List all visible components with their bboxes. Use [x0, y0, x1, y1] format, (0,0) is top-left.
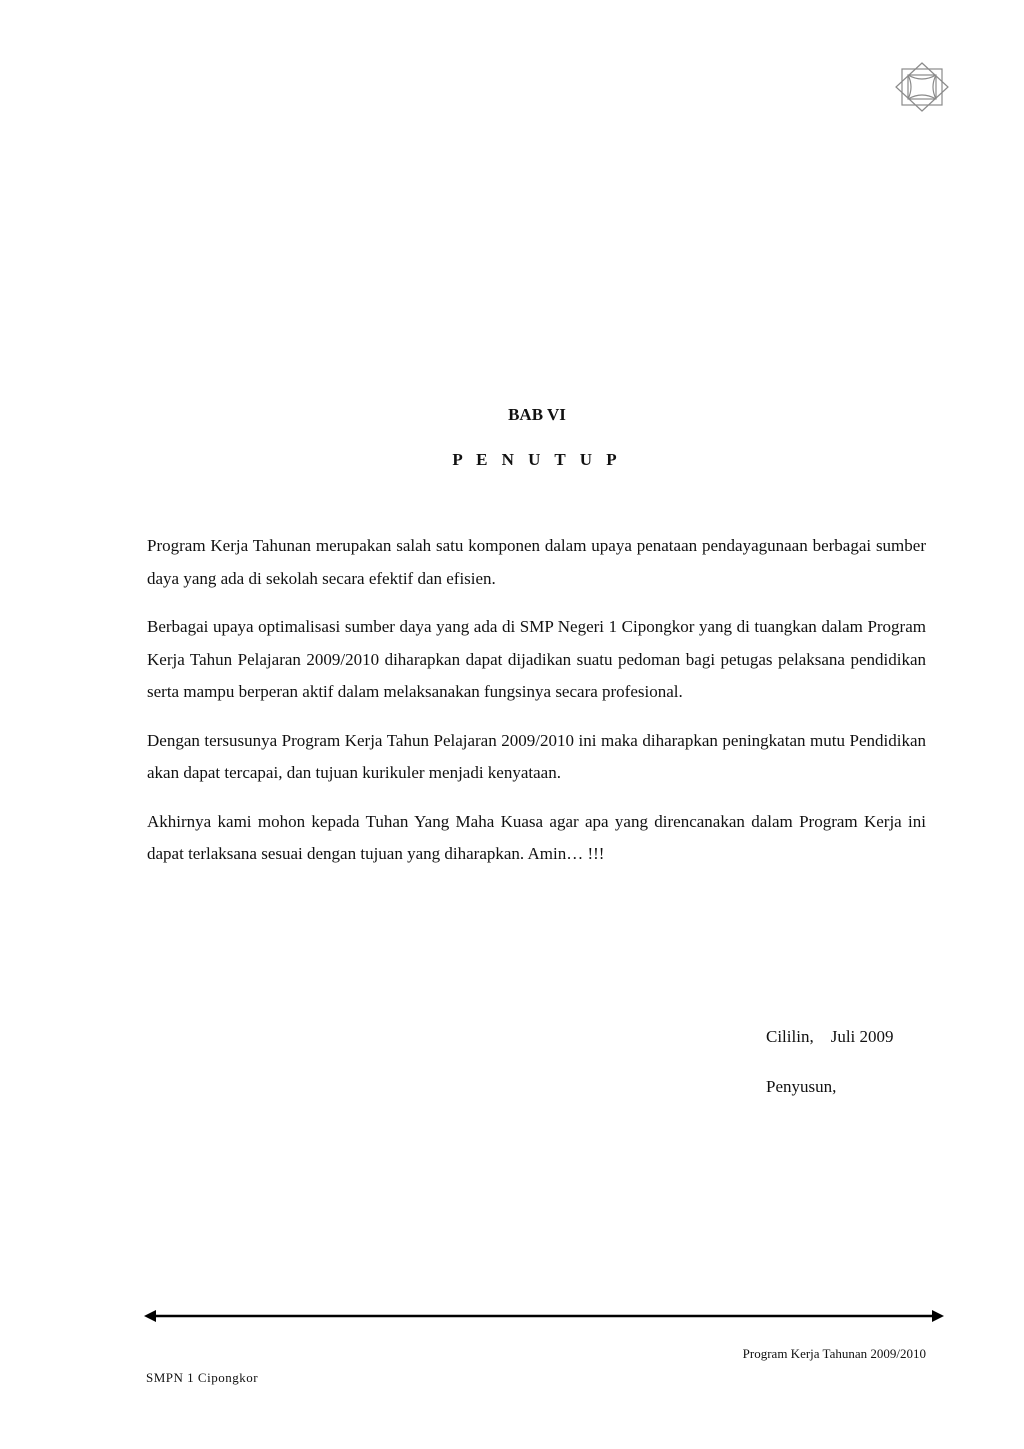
school-emblem-icon: [894, 62, 950, 112]
chapter-number: BAB VI: [508, 405, 566, 424]
paragraph: Program Kerja Tahunan merupakan salah satu komponen dalam upaya penataan pendayagunaan berbagai sumber daya yang ada di sekolah secara efektif dan efisien.: [147, 536, 926, 588]
body-text: [147, 530, 926, 887]
paragraph: Akhirnya kami mohon kepada Tuhan Yang Maha Kuasa agar apa yang direncanakan dalam Program Kerja ini dapat terlaksana sesuai dengan tujuan yang diharapkan. Amin… !!!: [147, 811, 926, 863]
signature-role: Penyusun,: [766, 1077, 837, 1096]
footer-document-title: Program Kerja Tahunan 2009/2010: [742, 1346, 926, 1361]
footer-double-arrow-line: [144, 1306, 944, 1326]
paragraph: Berbagai upaya optimalisasi sumber daya yang ada di SMP Negeri 1 Cipongkor yang di tuangkan dalam Program Kerja Tahun Pelajaran 2009/2010 diharapkan dapat dijadikan suatu pedoman bagi petugas pelaksana pendidikan serta mampu berperan aktif dalam melaksanakan fungsinya secara profesional.: [147, 617, 926, 701]
signature-place-date: Cililin, Juli 2009: [766, 1027, 894, 1046]
paragraph: Dengan tersusunya Program Kerja Tahun Pelajaran 2009/2010 ini maka diharapkan peningkatan mutu Pendidikan akan dapat tercapai, dan tujuan kurikuler menjadi kenyataan.: [147, 730, 926, 782]
chapter-title: P E N U T U P: [452, 450, 622, 469]
footer-school-name: SMPN 1 Cipongkor: [146, 1370, 259, 1385]
